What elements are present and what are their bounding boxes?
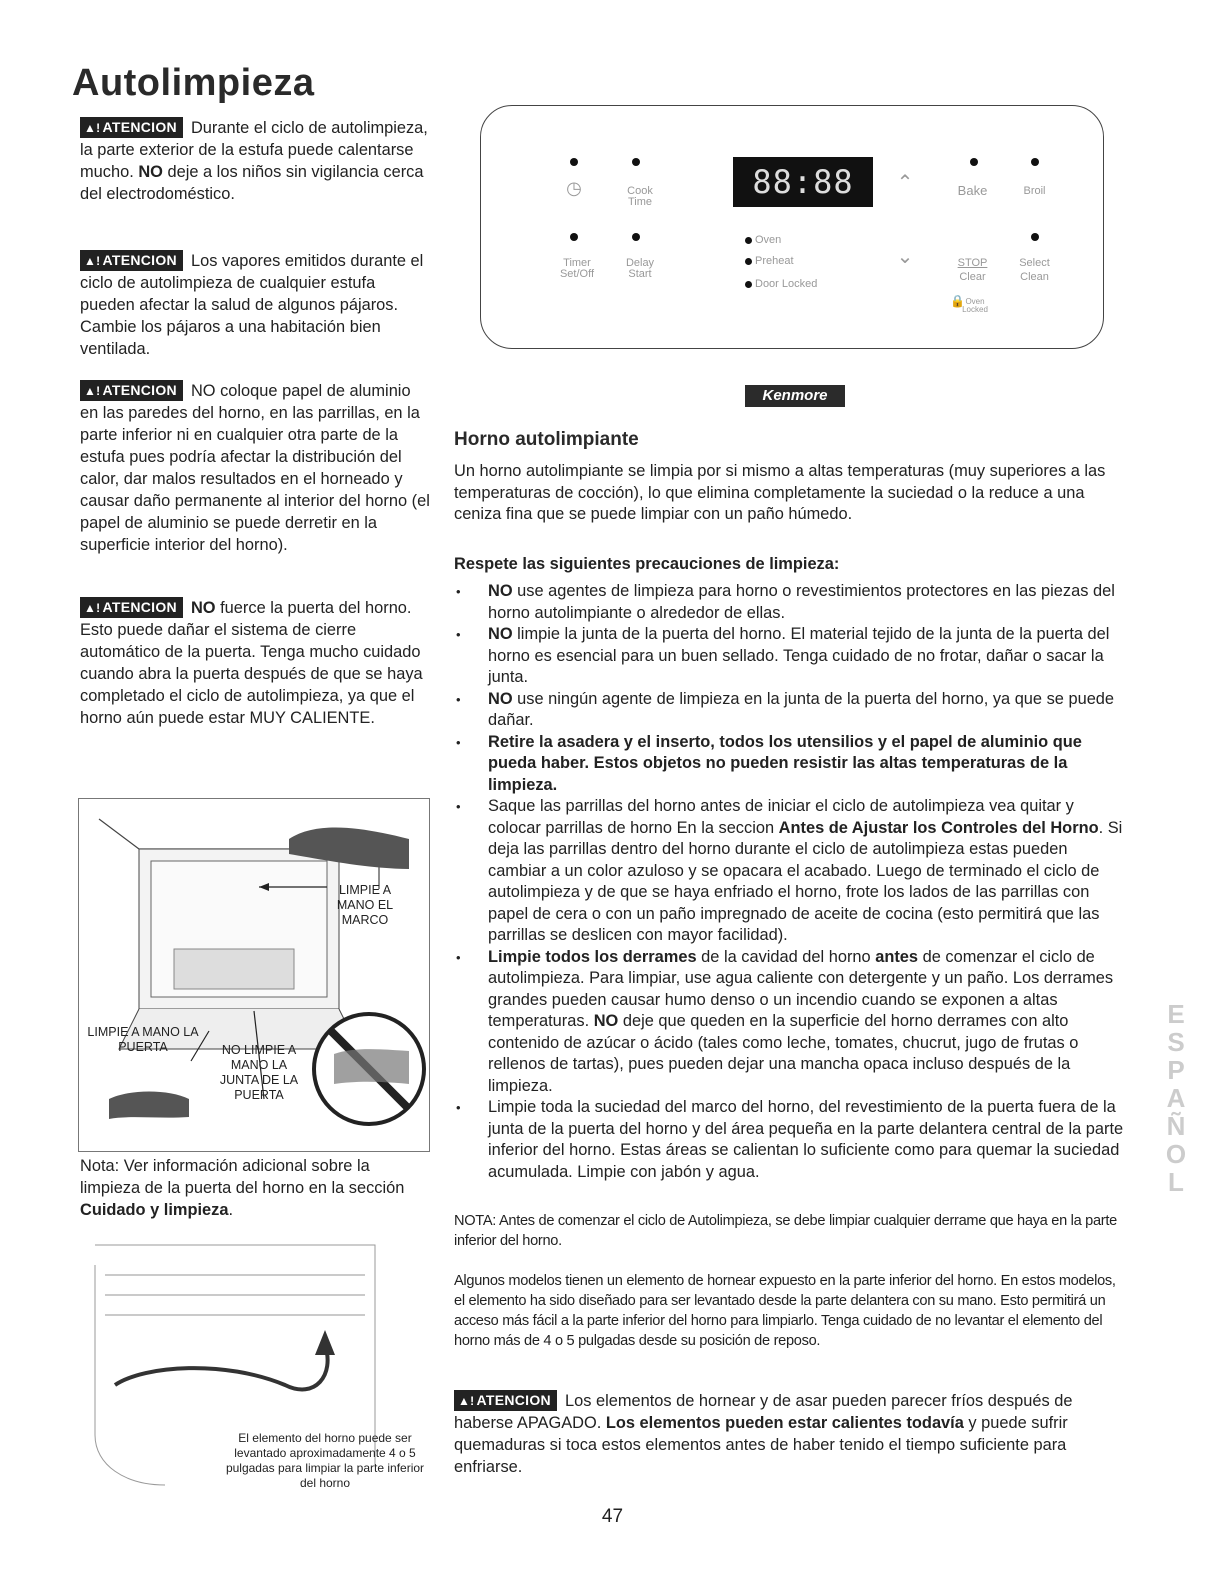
lock-icon: 🔒 (950, 294, 965, 308)
warning-triangle-icon: ▲! (84, 601, 101, 615)
fig-label-frame: LIMPIE A MANO EL MARCO (336, 883, 394, 927)
indicator-dot (570, 158, 578, 166)
indicator-dot (1031, 233, 1039, 241)
clear-label: Clear (959, 271, 986, 283)
indicator-dot (970, 158, 978, 166)
clean-label: Clean (1020, 271, 1049, 283)
indicator-dot (745, 258, 752, 265)
warning-2: ▲! ATENCION Los vapores emitidos durante el ciclo de autolimpieza de cualquier estufa pueden afectar la salud de algunos pájaros. Cambie los pájaros a una habitación bien ventilada. (80, 252, 424, 358)
warning-badge: ▲! ATENCION (80, 117, 183, 138)
list-item: • Limpie todos los derrames de la cavidad del horno antes de comenzar el ciclo de autolimpieza. Para limpiar, use agua caliente con detergente y un paño. Los derrames grandes pueden causar humo denso o un incendio cuando se exponen a altas temperaturas. NO deje que queden en la superficie del horno derrames con alto contenido de azúcar o ácido (tales como leche, tomates, chucrut, jugo de frutas o rellenos de tartas), pues pueden dejar una mancha opaca incluso después de la limpieza. (454, 947, 1124, 1098)
intro-paragraph: Un horno autolimpiante se limpia por si mismo a altas temperaturas (muy superiores a las temperaturas de cocción), lo que elimina completamente la suciedad o la reduce a una ceniza fina que se puede limpiar con un paño húmedo. (454, 462, 1106, 523)
list-item: • Saque las parrillas del horno antes de iniciar el ciclo de autolimpieza vea quitar y colocar parrillas de horno En la seccion Antes de Ajustar los Controles del Horno. Si deja las parrillas dentro del horno durante el ciclo de autolimpieza estas pueden cambiar a un color azuloso y se opacara el acabado. Luego de terminado el ciclo de autolimpieza y de que se haya enfriado el horno, frote los lados de las parrillas con papel de cera o con un paño impregnado de aceite de cocina (esto permitirá que las parrillas se deslicen con mayor facilidad). (454, 796, 1124, 947)
warning-badge: ▲! ATENCION (80, 250, 183, 271)
cook-time-button[interactable]: Cook Time (627, 185, 653, 208)
precautions-title: Respete las siguientes precauciones de limpieza: (454, 555, 840, 573)
brand-logo: Kenmore (745, 385, 845, 407)
warning-triangle-icon: ▲! (84, 121, 101, 135)
warning-3: ▲! ATENCION NO coloque papel de aluminio en las paredes del horno, en las parrillas, en la parte inferior ni en cualquier otra parte de la estufa pues podría afectar la distribución del calor, dar malos resultados en el horneado y causar daño permanente al interior del horno (el papel de aluminio se puede derretir en la superficie interior del horno). (80, 382, 430, 554)
page-number: 47 (601, 1506, 624, 1527)
list-item: • NO use agentes de limpieza para horno o revestimientos protectores en las piezas del horno autolimpiante o alrededor de ellas. (454, 581, 1124, 624)
oven-cleaning-figure (78, 798, 430, 1152)
bake-button[interactable]: Bake (957, 183, 988, 198)
warning-5: ▲! ATENCION Los elementos de hornear y de asar pueden parecer fríos después de haberse APAGADO. Los elementos pueden estar calientes todavía y puede sufrir quemaduras si toca estos elementos antes de haber tenido el tiempo suficiente para enfriarse. (454, 1392, 1073, 1476)
list-item: • Limpie toda la suciedad del marco del horno, del revestimiento de la puerta fuera de la junta de la puerta del horno y del área pequeña en la parte delantera central de la parte inferior del horno. Estas áreas se calientan lo suficiente como para quemar la suciedad acumulada. Limpie con jabón y agua. (454, 1097, 1124, 1183)
broil-button[interactable]: Broil (1023, 185, 1046, 197)
warning-triangle-icon: ▲! (84, 384, 101, 398)
models-paragraph: Algunos modelos tienen un elemento de hornear expuesto en la parte inferior del horno. En estos modelos, el elemento ha sido diseñado para ser levantado desde la parte delantera con su mano. Esto permitirá un acceso más fácil a la parte inferior del horno para limpiarlo. Tenga cuidado de no levantar el elemento del horno más de 4 o 5 pulgadas desde su posición de reposo. (454, 1273, 1116, 1349)
warning-triangle-icon: ▲! (458, 1394, 475, 1408)
down-arrow-icon[interactable]: ⌄ (896, 246, 914, 268)
warning-4: ▲! ATENCION NO fuerce la puerta del horno. Esto puede dañar el sistema de cierre automático de la puerta. Tenga mucho cuidado cuando abra la puerta después de que se haya completado el ciclo de autolimpieza, ya que el horno aún puede estar MUY CALIENTE. (80, 599, 423, 727)
bake-element-figure (85, 1235, 425, 1500)
door-locked-indicator: Door Locked (755, 278, 818, 290)
fig-label-gasket: NO LIMPIE A MANO LA JUNTA DE LA PUERTA (219, 1043, 299, 1102)
indicator-dot (632, 158, 640, 166)
indicator-dot (745, 281, 752, 288)
up-arrow-icon[interactable]: ⌃ (896, 172, 914, 194)
delay-start-button[interactable]: Delay Start (625, 257, 655, 280)
door-cleaning-note: Nota: Ver información adicional sobre la limpieza de la puerta del horno en la sección Cuidado y limpieza. (80, 1157, 405, 1219)
indicator-dot (632, 233, 640, 241)
warning-badge: ▲! ATENCION (80, 597, 183, 618)
nota-paragraph: NOTA: Antes de comenzar el ciclo de Autolimpieza, se debe limpiar cualquier derrame que haya en la parte inferior del horno. (454, 1213, 1117, 1249)
list-item: • Retire la asadera y el inserto, todos los utensilios y el papel de aluminio que pueda haber. Estos objetos no pueden resistir las altas temperaturas de la limpieza. (454, 732, 1124, 797)
clock-icon[interactable]: ◷ (566, 178, 582, 198)
warning-1: ▲! ATENCION Durante el ciclo de autolimpieza, la parte exterior de la estufa puede calentarse mucho. NO deje a los niños sin vigilancia cerca del electrodoméstico. (80, 119, 428, 203)
section-heading: Horno autolimpiante (454, 429, 639, 450)
oven-locked-label: Oven Locked (962, 297, 988, 314)
preheat-indicator: Preheat (755, 255, 794, 267)
precautions-list (454, 581, 1124, 1183)
warning-triangle-icon: ▲! (84, 254, 101, 268)
timer-button[interactable]: Timer Set/Off (559, 257, 595, 280)
bake-element-caption: El elemento del horno puede ser levantado aproximadamente 4 o 5 pulgadas para limpiar la parte inferior del horno (225, 1431, 425, 1490)
control-panel (480, 105, 1104, 349)
select-button[interactable]: Select (1019, 257, 1050, 269)
indicator-dot (745, 237, 752, 244)
oven-indicator: Oven (755, 234, 782, 246)
clock-display: 88:88 (733, 157, 873, 207)
warning-badge: ▲! ATENCION (80, 380, 183, 401)
list-item: • NO limpie la junta de la puerta del horno. El material tejido de la junta de la puerta del horno es esencial para un buen sellado. Tenga cuidado de no frotar, dañar o sacar la junta. (454, 624, 1124, 689)
list-item: • NO use ningún agente de limpieza en la junta de la puerta del horno, ya que se puede dañar. (454, 689, 1124, 732)
stop-button[interactable]: STOP (957, 257, 988, 269)
language-side-tab: ESPAÑOL (1165, 999, 1187, 1197)
warning-badge: ▲! ATENCION (454, 1390, 557, 1411)
page-title: Autolimpieza (72, 62, 315, 104)
indicator-dot (1031, 158, 1039, 166)
indicator-dot (570, 233, 578, 241)
fig-label-door: LIMPIE A MANO LA PUERTA (87, 1025, 199, 1054)
